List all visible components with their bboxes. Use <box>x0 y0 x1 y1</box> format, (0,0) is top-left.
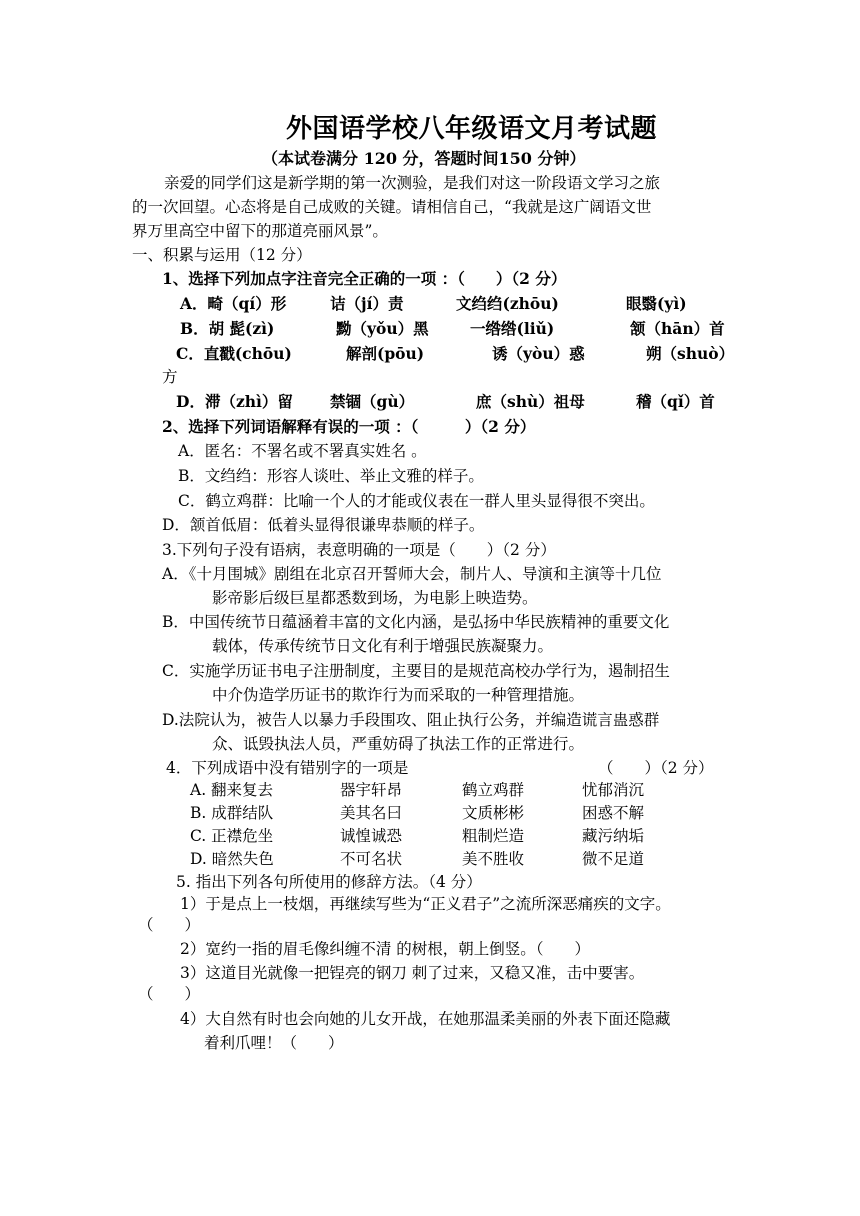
option-cell: 忧郁消沉 <box>582 781 645 799</box>
question-item: 1）于是点上一枝烟，再继续写些为“正义君子”之流所深恶痛疾的文字。 <box>180 895 671 913</box>
option-cell: 朔（shuò） <box>646 344 735 363</box>
option-cell: 解剖(pōu) <box>346 344 425 363</box>
option-cell: 禁锢（gù） <box>330 392 415 411</box>
option-cell: 藏污纳垢 <box>582 827 645 845</box>
option-cell: 庶（shù）祖母 <box>476 392 585 411</box>
option-cell: 不可名状 <box>340 850 403 868</box>
option-cell: 微不足道 <box>582 850 645 868</box>
option-cell: C. 正襟危坐 <box>190 827 274 845</box>
option-cell: 一绺绺(liǔ) <box>470 319 555 338</box>
question-stem: 5. 指出下列各句所使用的修辞方法。（4 分） <box>176 873 482 891</box>
option-line: C．实施学历证书电子注册制度，主要目的是规范高校办学行为，遏制招生 <box>162 662 670 680</box>
intro-line: 亲爱的同学们这是新学期的第一次测验，是我们对这一阶段语文学习之旅 <box>164 174 661 192</box>
option-cell: 稽（qǐ）首 <box>636 392 715 411</box>
question-item: 3）这道目光就像一把锃亮的钢刀 刺了过来，又稳又准，击中要害。 <box>180 964 645 982</box>
option-cell: 颔（hān）首 <box>630 319 725 338</box>
intro-line: 的一次回望。心态将是自己成败的关键。请相信自己，“我就是这广阔语文世 <box>132 198 652 216</box>
option-cell: A. 翻来复去 <box>190 781 274 799</box>
option-cell: 美其名曰 <box>340 804 403 822</box>
option-cell: B．胡 髭(zì) <box>180 319 275 338</box>
question-stem: 2、选择下列词语解释有误的一项 ：（ ）（2 分） <box>162 417 536 436</box>
option-cell: D．滞（zhì）留 <box>176 392 293 411</box>
answer-blank: （ ） <box>138 916 201 934</box>
option-line: 影帝影后级巨星都悉数到场，为电影上映造势。 <box>212 589 538 607</box>
option-cell: 诱（yòu）惑 <box>492 344 585 363</box>
option-cell: 黝（yǒu）黑 <box>336 319 429 338</box>
answer-blank: （ ） <box>138 985 201 1003</box>
question-item: 2）宽约一指的眉毛像纠缠不清 的树根，朝上倒竖。（ ） <box>180 940 591 958</box>
option-line: A．《十月围城》剧组在北京召开誓师大会，制片人、导演和主演等十几位 <box>162 565 662 583</box>
option-cell: B. 成群结队 <box>190 804 274 822</box>
option-cell: C．直戳(chōu) <box>176 344 292 363</box>
option-line: 中介伪造学历证书的欺诈行为而采取的一种管理措施。 <box>212 686 585 704</box>
option-cell: 诘（jí）责 <box>330 294 404 313</box>
option-cell: 鹤立鸡群 <box>462 781 525 799</box>
question-stem: 3.下列句子没有语病，表意明确的一项是（ ）（2 分） <box>162 541 556 559</box>
section-heading: 一、积累与运用（12 分） <box>132 246 312 264</box>
option-line: 载体，传承传统节日文化有利于增强民族凝聚力。 <box>212 637 554 655</box>
option-line: 众、诋毁执法人员，严重妨碍了执法工作的正常进行。 <box>212 735 585 753</box>
option-cell: 粗制烂造 <box>462 827 525 845</box>
option-cell: A．畸（qí）形 <box>180 294 287 313</box>
option-wrap: 方 <box>162 368 178 386</box>
question-item: 4）大自然有时也会向她的儿女开战，在她那温柔美丽的外表下面还隐藏 <box>180 1010 671 1028</box>
option-cell: 眼翳(yì) <box>626 294 687 313</box>
option-cell: 器宇轩昂 <box>340 781 403 799</box>
question-stem: 4．下列成语中没有错别字的一项是 <box>166 759 409 777</box>
question-item: 着利爪哩！（ ） <box>204 1034 344 1052</box>
option-cell: 文绉绉(zhōu) <box>456 294 559 313</box>
option-cell: D. 暗然失色 <box>190 850 274 868</box>
answer-blank: （ ）（2 分） <box>598 759 714 777</box>
page-title: 外国语学校八年级语文月考试题 <box>286 114 658 144</box>
option-line: B．中国传统节日蕴涵着丰富的文化内涵，是弘扬中华民族精神的重要文化 <box>162 613 670 631</box>
option-cell: 文质彬彬 <box>462 804 525 822</box>
option-cell: 诚惶诚恐 <box>340 827 403 845</box>
intro-line: 界万里高空中留下的那道亮丽风景”。 <box>132 222 388 240</box>
option-line: C．鹤立鸡群：比喻一个人的才能或仪表在一群人里头显得很不突出。 <box>178 492 655 510</box>
question-stem: 1、选择下列加点字注音完全正确的一项 ：（ ）（2 分） <box>162 269 567 288</box>
option-line: A．匿名：不署名或不署真实姓名 。 <box>178 442 427 460</box>
option-line: D．颔首低眉：低着头显得很谦卑恭顺的样子。 <box>162 516 485 534</box>
option-line: D.法院认为，被告人以暴力手段围攻、阻止执行公务，并编造谎言蛊惑群 <box>162 711 660 729</box>
option-line: B．文绉绉：形容人谈吐、举止文雅的样子。 <box>178 467 484 485</box>
page-subtitle: （本试卷满分 120 分，答题时间150 分钟） <box>262 149 586 168</box>
option-cell: 美不胜收 <box>462 850 525 868</box>
option-cell: 困惑不解 <box>582 804 645 822</box>
